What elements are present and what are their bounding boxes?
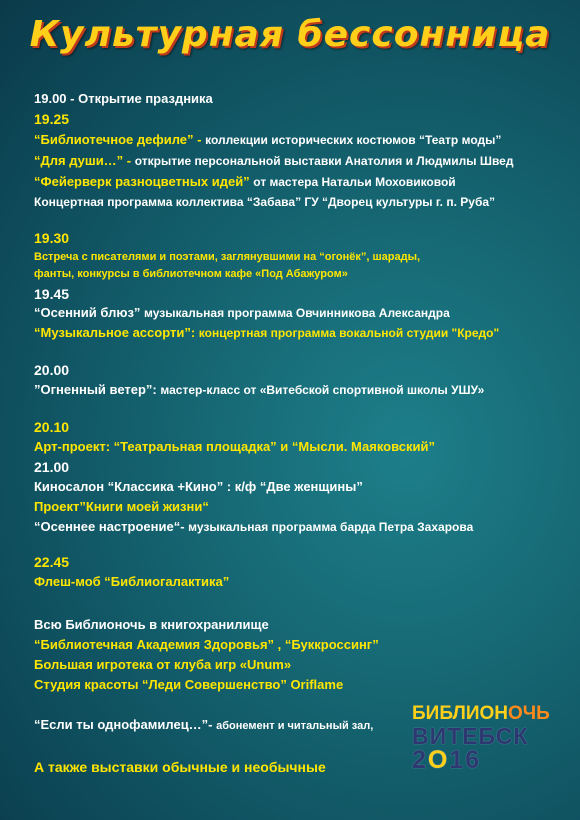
event-flash: Флеш-моб “Библиогалактика” (34, 574, 230, 589)
time-1945: 19.45 (34, 286, 70, 302)
event-osen-title: “Осеннее настроение“- (34, 519, 189, 534)
logo-year-a: 2 (412, 746, 428, 774)
logo-year (412, 746, 562, 775)
event-veter (34, 381, 484, 399)
event-defile (34, 131, 501, 149)
event-concert: Концертная программа коллектива “Забава” ГУ “Дворец культуры г. п. Руба” (34, 195, 496, 209)
time-2000: 20.00 (34, 362, 70, 378)
event-igroteka: Большая игротека от клуба игр «Unum» (34, 657, 292, 672)
logo-year-o: О (427, 746, 450, 774)
event-blues-desc: музыкальная программа Овчинникова Александра (144, 306, 450, 320)
event-feierverk-title: “Фейерверк разноцветных идей” (34, 174, 254, 189)
event-dushi-desc: открытие персональной выставки Анатолия и Людмилы Швед (134, 154, 514, 168)
event-akademia: “Библиотечная Академия Здоровья” , “Буккроссинг” (34, 637, 379, 652)
event-assorti-title: “Музыкальное ассорти”: (34, 325, 199, 340)
event-odnofamilec (34, 716, 373, 735)
time-1925: 19.25 (34, 111, 70, 127)
biblionoch-logo (412, 703, 562, 775)
event-assorti-desc: концертная программа вокальной студии "Кредо" (198, 326, 500, 340)
time-2010: 20.10 (34, 419, 70, 435)
event-vstrecha-line1: Встреча с писателями и поэтами, заглянувшими на “огонёк”, шарады, (34, 251, 421, 263)
event-kino: Киносалон “Классика +Кино” : к/ф “Две женщины” (34, 479, 363, 494)
event-defile-title: “Библиотечное дефиле” - (34, 132, 206, 147)
logo-year-b: 16 (449, 746, 482, 774)
time-1900: 19.00 - Открытие праздника (34, 91, 213, 106)
event-odnofamilec-desc: абонемент и читальный зал, (216, 720, 374, 732)
event-osen (34, 518, 473, 536)
event-vystavki: А также выставки обычные и необычные (34, 759, 326, 775)
event-feierverk-desc: от мастера Натальи Моховиковой (253, 175, 456, 189)
event-osen-desc: музыкальная программа барда Петра Захарова (188, 520, 474, 534)
event-dushi-title: “Для души…” - (34, 153, 135, 168)
event-assorti (34, 324, 499, 342)
event-vsyu: Всю Библионочь в книгохранилище (34, 617, 269, 632)
logo-line1-b: ОЧЬ (507, 703, 550, 724)
logo-line1 (412, 703, 562, 725)
event-defile-desc: коллекции исторических костюмов “Театр моды” (205, 133, 502, 147)
event-veter-desc: мастер-класс от «Витебской спортивной школы УШУ» (160, 383, 485, 397)
time-1930: 19.30 (34, 230, 70, 246)
event-odnofamilec-title: “Если ты однофамилец…”- (34, 717, 217, 732)
time-2245: 22.45 (34, 554, 70, 570)
event-studio: Студия красоты “Леди Совершенство” Oriflame (34, 677, 344, 692)
page-title: Культурная бессонница (29, 14, 551, 55)
event-veter-title: ”Огненный ветер”: (34, 382, 161, 397)
event-dushi (34, 152, 513, 170)
event-vstrecha-line2: фанты, конкурсы в библиотечном кафе «Под Абажуром» (34, 268, 348, 280)
event-feierverk (34, 173, 456, 191)
time-2100: 21.00 (34, 459, 70, 475)
event-proekt: Проект”Книги моей жизни“ (34, 499, 209, 514)
event-blues-title: “Осенний блюз” (34, 305, 145, 320)
logo-city: ВИТЕБСК (412, 723, 529, 749)
event-blues (34, 304, 450, 322)
logo-line1-a: БИБЛИОН (412, 703, 508, 724)
event-art: Арт-проект: “Театральная площадка” и “Мысли. Маяковский” (34, 439, 435, 454)
